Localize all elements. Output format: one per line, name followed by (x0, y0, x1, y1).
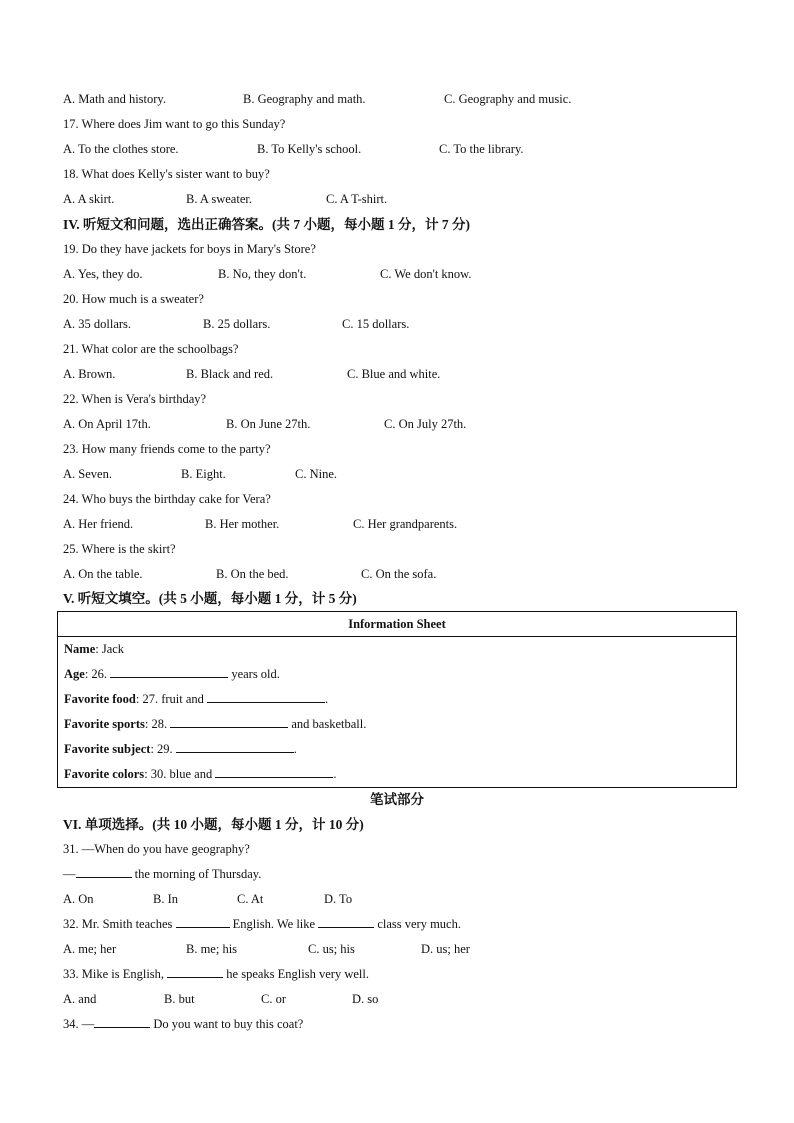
blank-26[interactable] (110, 663, 228, 678)
blank-29[interactable] (176, 738, 294, 753)
info-label-name: Name (64, 642, 96, 656)
q31-option-a[interactable]: A. On (63, 892, 94, 906)
q17-option-c[interactable]: C. To the library. (439, 142, 524, 156)
q18-option-b[interactable]: B. A sweater. (186, 192, 252, 206)
q21-option-c[interactable]: C. Blue and white. (347, 367, 441, 381)
q18-option-a[interactable]: A. A skirt. (63, 192, 115, 206)
q19-option-a[interactable]: A. Yes, they do. (63, 267, 143, 281)
q34-text-2: Do you want to buy this coat? (150, 1017, 304, 1031)
info-text-food: : 27. fruit and (135, 692, 208, 706)
q34-text-1: 34. — (63, 1017, 95, 1031)
info-label-subject: Favorite subject (64, 742, 151, 756)
q25-option-a[interactable]: A. On the table. (63, 567, 143, 581)
q20-option-c[interactable]: C. 15 dollars. (342, 317, 410, 331)
q23-option-c[interactable]: C. Nine. (295, 467, 338, 481)
q21-option-a[interactable]: A. Brown. (63, 367, 116, 381)
q33-question (63, 962, 369, 987)
q16-option-a[interactable]: A. Math and history. (63, 92, 166, 106)
q33-text-1: 33. Mike is English, (63, 967, 168, 981)
section-6-heading: VI. 单项选择。(共 10 小题，每小题 1 分，计 10 分) (63, 817, 364, 832)
q18-question: 18. What does Kelly's sister want to buy? (63, 167, 270, 181)
info-text-sports-after: and basketball. (288, 717, 367, 731)
q32-blank-1[interactable] (176, 913, 230, 928)
info-text-age-after: years old. (228, 667, 280, 681)
q32-option-b[interactable]: B. me; his (186, 942, 238, 956)
info-text-colors-after: . (333, 767, 337, 781)
q33-text-2: he speaks English very well. (223, 967, 369, 981)
info-text-sports: : 28. (144, 717, 171, 731)
q33-option-b[interactable]: B. but (164, 992, 195, 1006)
q24-option-c[interactable]: C. Her grandparents. (353, 517, 458, 531)
q19-question: 19. Do they have jackets for boys in Mary's Store? (63, 242, 316, 256)
q24-question: 24. Who buys the birthday cake for Vera? (63, 492, 271, 506)
q34-blank[interactable] (94, 1013, 150, 1028)
q32-text-1: 32. Mr. Smith teaches (63, 917, 176, 931)
q33-blank[interactable] (167, 963, 223, 978)
info-text-age: : 26. (84, 667, 111, 681)
q20-option-b[interactable]: B. 25 dollars. (203, 317, 271, 331)
q24-option-a[interactable]: A. Her friend. (63, 517, 134, 531)
info-label-age: Age (64, 667, 85, 681)
q22-option-a[interactable]: A. On April 17th. (63, 417, 151, 431)
q31-option-d[interactable]: D. To (324, 892, 353, 906)
info-text-food-after: . (325, 692, 329, 706)
q23-option-a[interactable]: A. Seven. (63, 467, 112, 481)
q33-option-d[interactable]: D. so (352, 992, 379, 1006)
q20-option-a[interactable]: A. 35 dollars. (63, 317, 132, 331)
q33-option-c[interactable]: C. or (261, 992, 286, 1006)
info-row-sports (64, 712, 730, 737)
q31-option-c[interactable]: C. At (237, 892, 264, 906)
q21-option-b[interactable]: B. Black and red. (186, 367, 274, 381)
q18-option-c[interactable]: C. A T-shirt. (326, 192, 388, 206)
info-label-food: Favorite food (64, 692, 136, 706)
q16-option-b[interactable]: B. Geography and math. (243, 92, 366, 106)
info-text-colors: : 30. blue and (144, 767, 216, 781)
q25-question: 25. Where is the skirt? (63, 542, 176, 556)
info-row-name (64, 637, 730, 662)
q32-option-d[interactable]: D. us; her (421, 942, 470, 956)
information-sheet-title: Information Sheet (58, 612, 737, 637)
q31-line2-text: the morning of Thursday. (131, 867, 262, 881)
q32-question (63, 912, 461, 937)
section-5-heading: V. 听短文填空。(共 5 小题，每小题 1 分，计 5 分) (63, 591, 357, 606)
q32-text-2: English. We like (229, 917, 319, 931)
q20-question: 20. How much is a sweater? (63, 292, 204, 306)
blank-30[interactable] (215, 763, 333, 778)
q23-question: 23. How many friends come to the party? (63, 442, 271, 456)
info-label-colors: Favorite colors (64, 767, 145, 781)
q16-option-c[interactable]: C. Geography and music. (444, 92, 572, 106)
q34-question (63, 1012, 303, 1037)
q32-option-c[interactable]: C. us; his (308, 942, 355, 956)
q21-question: 21. What color are the schoolbags? (63, 342, 239, 356)
section-4-heading: IV. 听短文和问题，选出正确答案。(共 7 小题，每小题 1 分，计 7 分) (63, 217, 471, 232)
q17-question: 17. Where does Jim want to go this Sunday? (63, 117, 286, 131)
blank-27[interactable] (207, 688, 325, 703)
q31-dash: — (63, 867, 76, 881)
q22-question: 22. When is Vera's birthday? (63, 392, 207, 406)
q31-blank[interactable] (76, 863, 132, 878)
info-row-colors (64, 762, 730, 787)
q31-option-b[interactable]: B. In (153, 892, 178, 906)
written-part-heading: 笔试部分 (370, 792, 424, 807)
information-sheet-body (58, 637, 737, 788)
info-row-subject (64, 737, 730, 762)
q19-option-b[interactable]: B. No, they don't. (218, 267, 307, 281)
q32-option-a[interactable]: A. me; her (63, 942, 117, 956)
q33-option-a[interactable]: A. and (63, 992, 97, 1006)
q32-text-3: class very much. (374, 917, 461, 931)
q31-line2 (63, 862, 261, 887)
q22-option-b[interactable]: B. On June 27th. (226, 417, 311, 431)
q32-blank-2[interactable] (318, 913, 374, 928)
q25-option-c[interactable]: C. On the sofa. (361, 567, 437, 581)
info-text-subject-after: . (293, 742, 297, 756)
q23-option-b[interactable]: B. Eight. (181, 467, 226, 481)
info-row-food (64, 687, 730, 712)
info-row-age (64, 662, 730, 687)
q17-option-b[interactable]: B. To Kelly's school. (257, 142, 362, 156)
q22-option-c[interactable]: C. On July 27th. (384, 417, 467, 431)
blank-28[interactable] (170, 713, 288, 728)
information-sheet (57, 611, 737, 788)
q19-option-c[interactable]: C. We don't know. (380, 267, 472, 281)
info-text-subject: : 29. (150, 742, 176, 756)
info-value-name: : Jack (95, 642, 125, 656)
q31-question: 31. —When do you have geography? (63, 842, 250, 856)
q17-option-a[interactable]: A. To the clothes store. (63, 142, 179, 156)
q24-option-b[interactable]: B. Her mother. (205, 517, 280, 531)
q25-option-b[interactable]: B. On the bed. (216, 567, 289, 581)
info-label-sports: Favorite sports (64, 717, 145, 731)
